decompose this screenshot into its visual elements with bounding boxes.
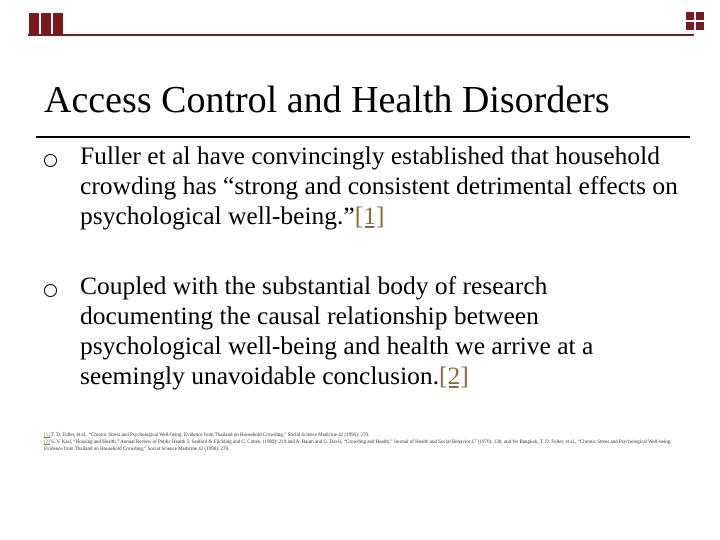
top-accent-line: [28, 34, 694, 36]
footnote-item: [44, 439, 684, 453]
footnote-mark[interactable]: [2]: [44, 440, 50, 445]
bullet-item: [80, 141, 680, 231]
reference-link[interactable]: [2]: [439, 361, 469, 390]
bullet-text: Fuller et al have convincingly established that household crowding has “strong and consistent detrimental effects on psychological well-being.”: [80, 141, 678, 230]
bullet-marker-icon: [44, 154, 57, 167]
footnote-text: S. V. Kasl, “Housing and Health,” Annual Review of Public Health 5; Seaford & Flickling and C. Cohen, (1989): 219 and A. Baum and G. Davis, “Crowding and Health,” Journal of Health and Social Behavior 17 (1976): 136; and for Bangkok, T. D. Fuller, et al., “Chronic Stress and Psychological Well-being: Evidence from Thailand on Household Crowding,” Social Science Medicine 42 (1996): 270.: [44, 440, 672, 452]
corner-ornament-icon: [686, 12, 706, 32]
footnotes: [44, 432, 684, 453]
slide-title: Access Control and Health Disorders: [44, 79, 610, 121]
decorative-squares: [28, 12, 64, 36]
reference-link[interactable]: [1]: [354, 201, 385, 230]
bullet-item: [80, 271, 680, 391]
bullet-marker-icon: [44, 284, 57, 297]
top-decoration: [0, 0, 720, 36]
footnote-text: T. D. Fuller, et al., “Chronic Stress and Psychological Well-being: Evidence from Thailand on Household Crowding,” Social Science Medicine 42 (1996): 270.: [51, 433, 370, 438]
bullet-text: Coupled with the substantial body of research documenting the causal relationship between psychological well-being and health we arrive at a seemingly unavoidable conclusion.: [80, 271, 594, 390]
title-divider: [36, 136, 690, 138]
footnote-mark[interactable]: [1]: [44, 433, 50, 438]
footnote-item: [44, 432, 684, 439]
